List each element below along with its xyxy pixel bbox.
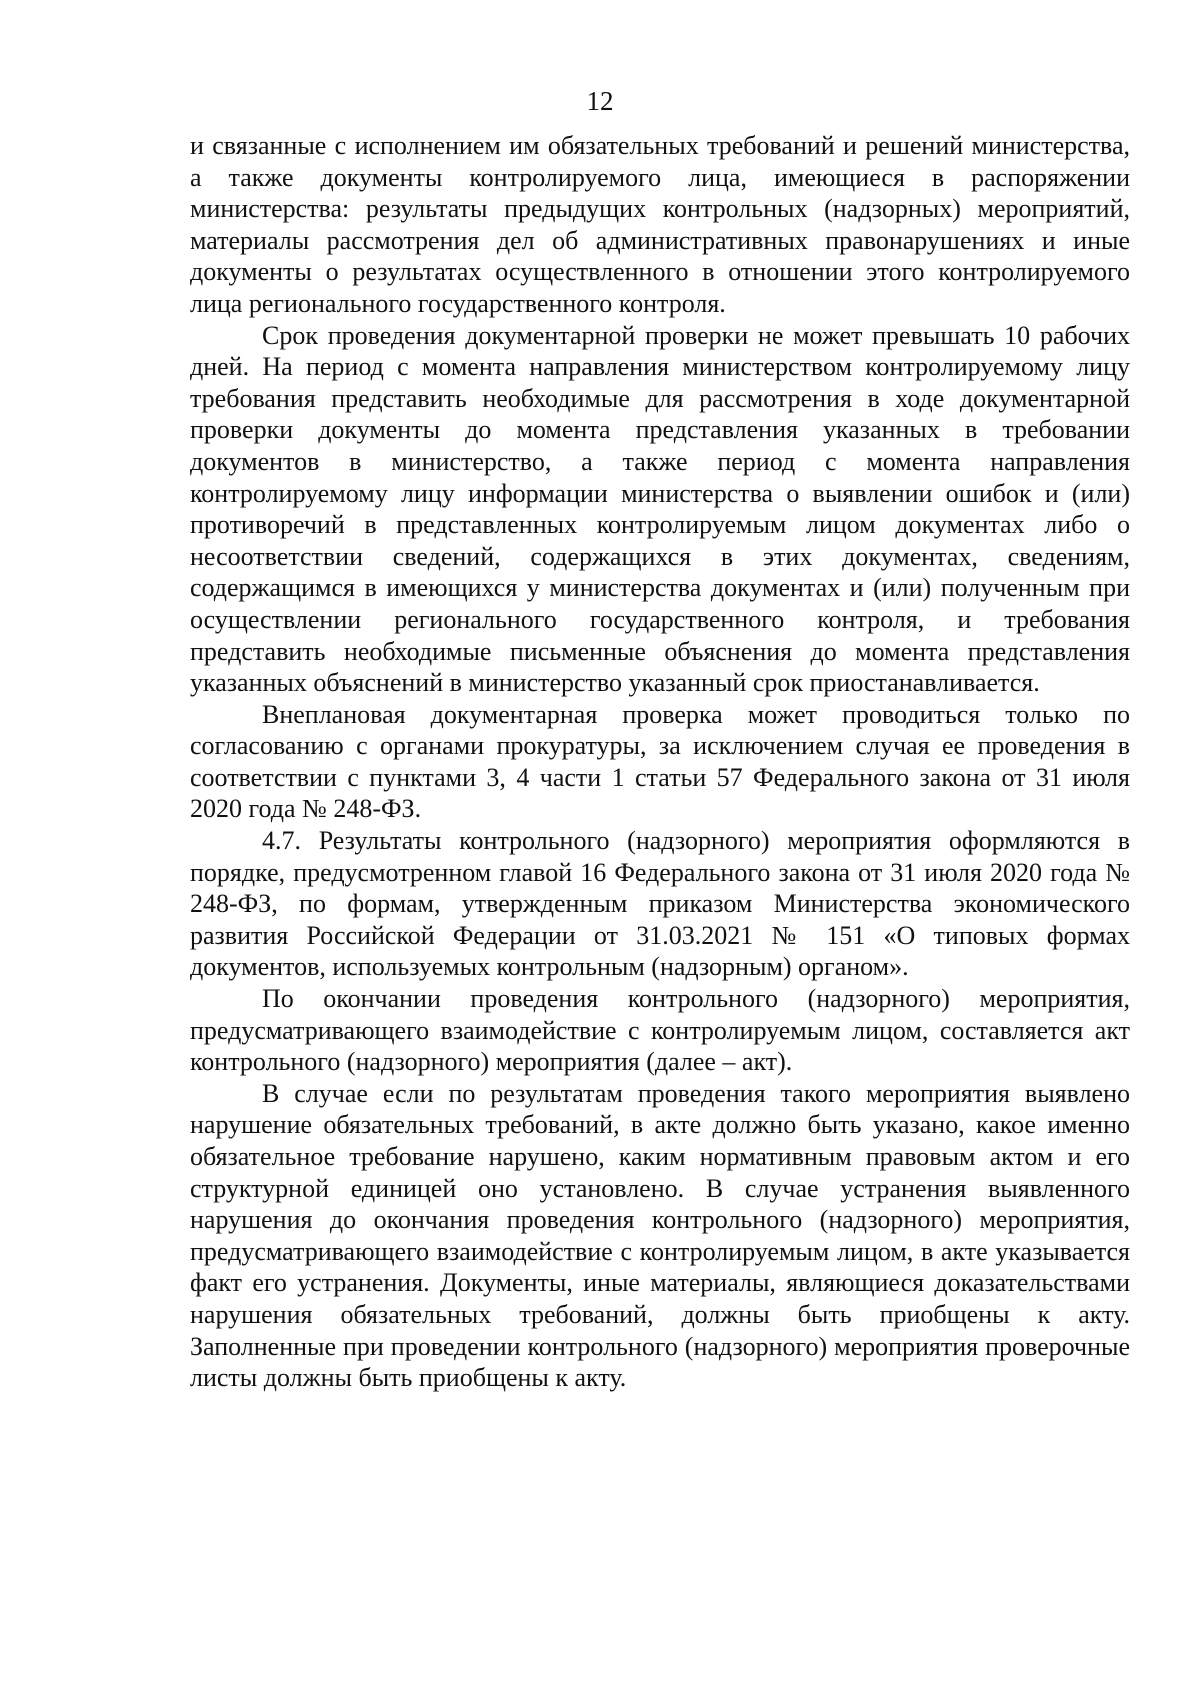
page-number: 12 [586, 86, 614, 116]
paragraph-4: 4.7. Результаты контрольного (надзорного) мероприятия оформляются в порядке, предусмотренном главой 16 Федерального закона от 31 июля 2020 года № 248-ФЗ, по формам, утвержденным приказом Министерства экономического развития Российской Федерации от 31.03.2021 № 151 «О типовых формах документов, используемых контрольным (надзорным) органом». [190, 826, 1130, 982]
paragraph-5: По окончании проведения контрольного (надзорного) мероприятия, предусматривающего взаимодействие с контролируемым лицом, составляется акт контрольного (надзорного) мероприятия (далее – акт). [190, 984, 1130, 1077]
paragraph-3: Внеплановая документарная проверка может проводиться только по согласованию с органами прокуратуры, за исключением случая ее проведения в соответствии с пунктами 3, 4 части 1 статьи 57 Федерального закона от 31 июля 2020 года № 248-ФЗ. [190, 699, 1130, 824]
document-body [190, 130, 1130, 1394]
paragraph-1: и связанные с исполнением им обязательных требований и решений министерства, а также документы контролируемого лица, имеющиеся в распоряжении министерства: результаты предыдущих контрольных (надзорных) мероприятий, материалы рассмотрения дел об административных правонарушениях и иные документы о результатах осуществленного в отношении этого контролируемого лица регионального государственного контроля. [190, 131, 1130, 318]
paragraph-2: Срок проведения документарной проверки не может превышать 10 рабочих дней. На период с момента направления министерством контролируемому лицу требования представить необходимые для рассмотрения в ходе документарной проверки документы до момента представления указанных в требовании документов в министерство, а также период с момента направления контролируемому лицу информации министерства о выявлении ошибок и (или) противоречий в представленных контролируемым лицом документах либо о несоответствии сведений, содержащихся в этих документах, сведениям, содержащимся в имеющихся у министерства документах и (или) полученным при осуществлении регионального государственного контроля, и требования представить необходимые письменные объяснения до момента представления указанных объяснений в министерство указанный срок приостанавливается. [190, 320, 1130, 698]
paragraph-6: В случае если по результатам проведения такого мероприятия выявлено нарушение обязательных требований, в акте должно быть указано, какое именно обязательное требование нарушено, каким нормативным правовым актом и его структурной единицей оно установлено. В случае устранения выявленного нарушения до окончания проведения контрольного (надзорного) мероприятия, предусматривающего взаимодействие с контролируемым лицом, в акте указывается факт его устранения. Документы, иные материалы, являющиеся доказательствами нарушения обязательных требований, должны быть приобщены к акту. Заполненные при проведении контрольного (надзорного) мероприятия проверочные листы должны быть приобщены к акту. [190, 1078, 1130, 1393]
